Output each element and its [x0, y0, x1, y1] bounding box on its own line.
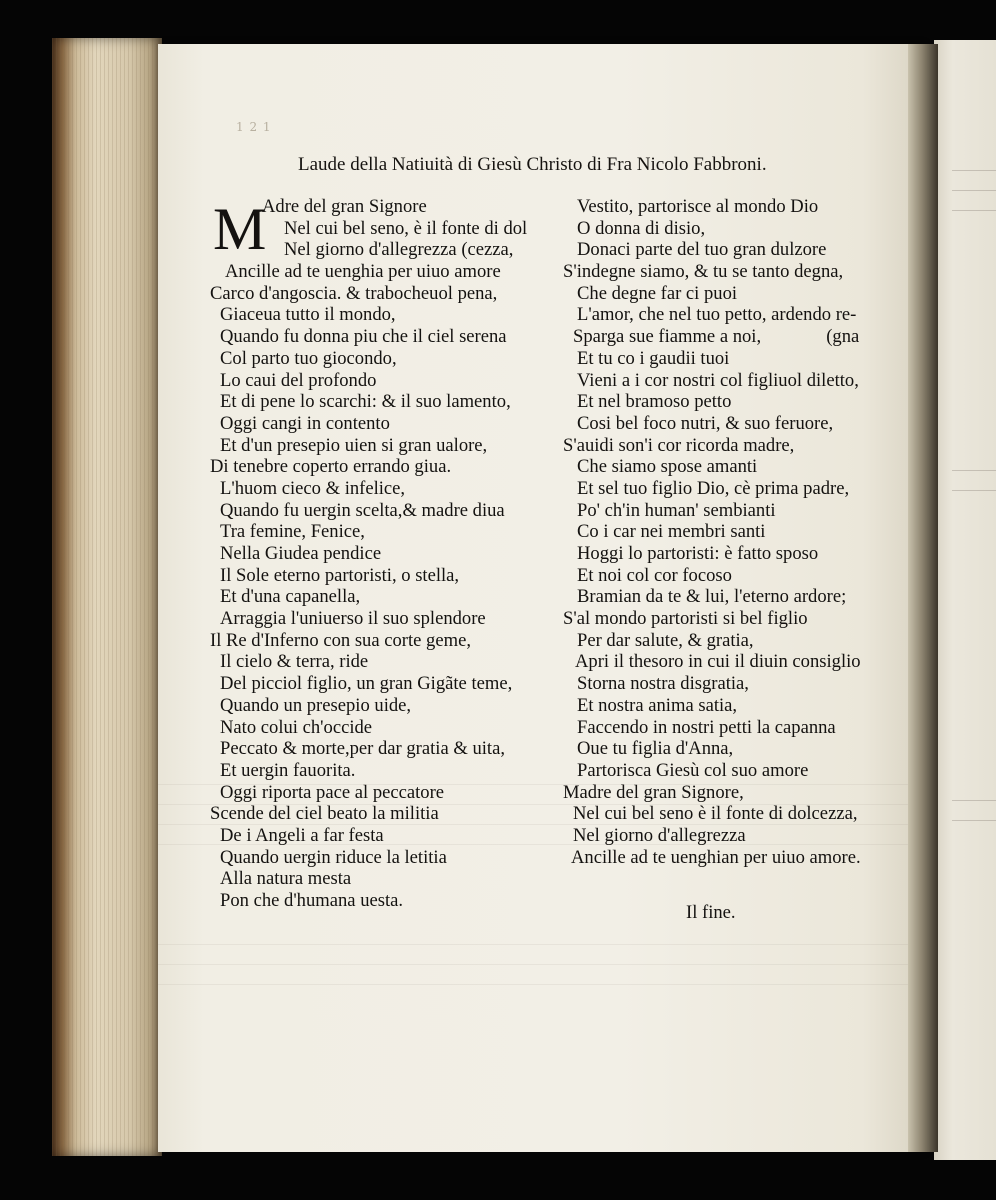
verse-line: Et nostra anima satia,: [577, 694, 738, 716]
verse-line: Et d'un presepio uien si gran ualore,: [220, 434, 488, 456]
verse-line: Quando fu donna piu che il ciel serena: [220, 326, 507, 348]
verse-line: Et noi col cor focoso: [577, 564, 732, 586]
verse-line: Che siamo spose amanti: [577, 456, 758, 478]
verse-line: Storna nostra disgratia,: [577, 673, 749, 695]
verse-line: Del picciol figlio, un gran Gigãte teme,: [220, 673, 513, 695]
verse-line: Ancille ad te uenghia per uiuo amore: [225, 261, 501, 283]
right-verse-column: [563, 196, 913, 868]
verse-line: Et tu co i gaudii tuoi: [577, 347, 730, 369]
verse-line: Adre del gran Signore: [262, 196, 427, 217]
verse-line: Oue tu figlia d'Anna,: [577, 738, 734, 760]
verse-line: Alla natura mesta: [220, 868, 352, 890]
verse-line: S'al mondo partoristi si bel figlio: [563, 608, 808, 630]
verse-line: O donna di disio,: [577, 217, 706, 239]
facing-page-edge: [934, 40, 996, 1160]
verse-line: Peccato & morte,per dar gratia & uita,: [220, 738, 505, 760]
verse-line: Il Re d'Inferno con sua corte geme,: [210, 629, 471, 651]
verse-line: Madre del gran Signore,: [563, 781, 744, 803]
verse-line: Nel giorno d'allegrezza (cezza,: [284, 239, 514, 261]
verse-line: Giaceua tutto il mondo,: [220, 304, 396, 326]
verse-line: Di tenebre coperto errando giua.: [210, 456, 452, 478]
verse-line: Bramian da te & lui, l'eterno ardore;: [577, 586, 847, 608]
verse-line: Nel cui bel seno, è il fonte di dol: [284, 217, 528, 239]
verse-line: Po' ch'in human' sembianti: [577, 499, 776, 521]
verse-line: Hoggi lo partoristi: è fatto sposo: [577, 543, 819, 564]
page-title: Laude della Natiuità di Giesù Christo di Fra Nicolo Fabbroni.: [298, 154, 767, 175]
verse-line: Carco d'angoscia. & trabocheuol pena,: [210, 282, 498, 304]
verse-line: Nel giorno d'allegrezza: [573, 824, 746, 846]
verse-line: Apri il thesoro in cui il diuin consiglio: [575, 651, 861, 673]
verse-line: Scende del ciel beato la militia: [210, 803, 439, 825]
drop-cap: M: [213, 196, 267, 262]
verse-line: Faccendo in nostri petti la capanna: [577, 716, 836, 738]
verse-line: Oggi riporta pace al peccatore: [220, 781, 445, 803]
verse-line: S'indegne siamo, & tu se tanto degna,: [563, 261, 844, 283]
verse-line: Cosi bel foco nutri, & suo feruore,: [577, 412, 834, 434]
verse-line: Il Sole eterno partoristi, o stella,: [220, 564, 460, 586]
printed-page: [158, 44, 924, 1152]
verse-line: Vestito, partorisce al mondo Dio: [577, 196, 819, 217]
ghost-staff-line: [952, 170, 996, 171]
edge-texture: [52, 38, 162, 1156]
ghost-staff-line: [952, 190, 996, 191]
verse-line: Per dar salute, & gratia,: [577, 629, 754, 651]
verse-line: Et nel bramoso petto: [577, 391, 732, 413]
verse-line: Vieni a i cor nostri col figliuol diletto,: [577, 369, 859, 391]
verse-line: Il cielo & terra, ride: [220, 651, 369, 673]
verse-line: Donaci parte del tuo gran dulzore: [577, 239, 827, 261]
verse-line: L'amor, che nel tuo petto, ardendo re-: [577, 304, 857, 326]
verse-line: Sparga sue fiamme a noi, (gna: [573, 326, 860, 348]
verse-line: Nella Giudea pendice: [220, 543, 382, 564]
left-verse-column: [210, 196, 570, 912]
verse-line: Oggi cangi in contento: [220, 412, 390, 434]
ghost-staff-line: [952, 470, 996, 471]
ghost-staff-line: [952, 820, 996, 821]
verse-line: Che degne far ci puoi: [577, 282, 738, 304]
ghost-staff-line: [952, 800, 996, 801]
ghost-staff-line: [952, 210, 996, 211]
verse-line: S'auidi son'i cor ricorda madre,: [563, 434, 795, 456]
book-page-edges: [52, 38, 162, 1156]
verse-line: Ancille ad te uenghian per uiuo amore.: [571, 846, 861, 868]
closing-line: Il fine.: [686, 902, 736, 923]
verse-line: Col parto tuo giocondo,: [220, 347, 397, 369]
verse-line: Et di pene lo scarchi: & il suo lamento,: [220, 391, 511, 413]
verse-line: Et d'una capanella,: [220, 586, 361, 608]
verse-line: Quando fu uergin scelta,& madre diua: [220, 499, 505, 521]
verse-line: Lo caui del profondo: [220, 369, 377, 391]
book-gutter: [908, 44, 938, 1152]
verse-line: L'huom cieco & infelice,: [220, 477, 406, 499]
verse-line: Pon che d'humana uesta.: [220, 890, 404, 911]
verse-line: Et sel tuo figlio Dio, cè prima padre,: [577, 477, 850, 499]
page-corner-mark: 1 2 1: [236, 120, 272, 134]
verse-line: Partorisca Giesù col suo amore: [577, 759, 809, 781]
verse-line: Tra femine, Fenice,: [220, 521, 365, 543]
verse-line: Quando un presepio uide,: [220, 694, 412, 716]
ghost-staff-line: [952, 490, 996, 491]
verse-line: Et uergin fauorita.: [220, 759, 356, 781]
verse-line: Quando uergin riduce la letitia: [220, 846, 447, 868]
verse-line: Nel cui bel seno è il fonte di dolcezza,: [573, 803, 858, 825]
verse-line: De i Angeli a far festa: [220, 824, 384, 846]
verse-line: Nato colui ch'occide: [220, 716, 373, 738]
verse-line: Arraggia l'uniuerso il suo splendore: [220, 608, 486, 630]
verse-line: Co i car nei membri santi: [577, 521, 766, 543]
